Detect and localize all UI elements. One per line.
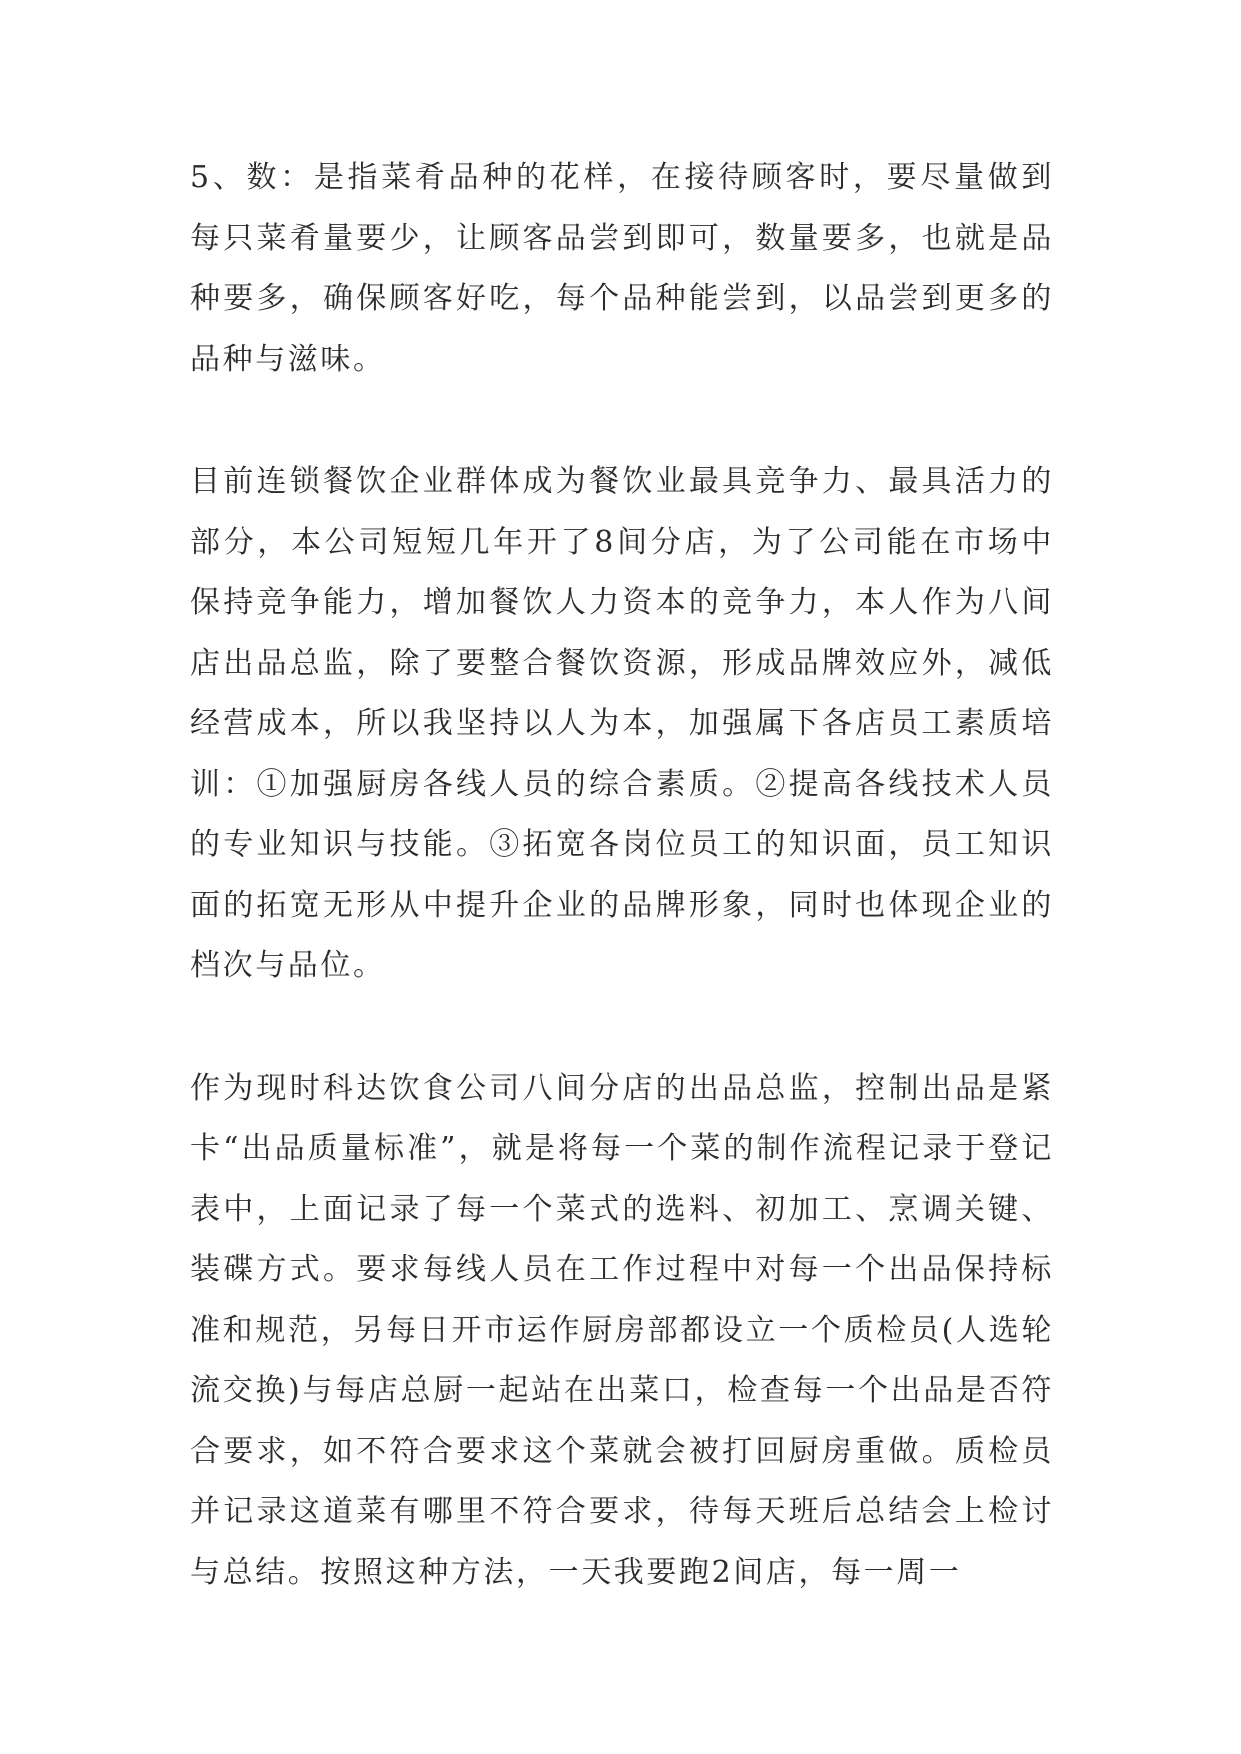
document-body <box>190 148 1054 1603</box>
paragraph-dish-variety: 5、数：是指菜肴品种的花样，在接待顾客时，要尽量做到每只菜肴量要少，让顾客品尝到即可，数量要多，也就是品种要多，确保顾客好吃，每个品种能尝到，以品尝到更多的品种与滋味。 <box>190 160 1054 377</box>
paragraph-quality-control: 作为现时科达饮食公司八间分店的出品总监，控制出品是紧卡“出品质量标准”，就是将每一个菜的制作流程记录于登记表中，上面记录了每一个菜式的选料、初加工、烹调关键、装碟方式。要求每线人员在工作过程中对每一个出品保持标准和规范，另每日开市运作厨房部都设立一个质检员(人选轮流交换)与每店总厨一起站在出菜口，检查每一个出品是否符合要求，如不符合要求这个菜就会被打回厨房重做。质检员并记录这道菜有哪里不符合要求，待每天班后总结会上检讨与总结。按照这种方法，一天我要跑2间店，每一周一 <box>190 1070 1054 1590</box>
paragraph-staff-training: 目前连锁餐饮企业群体成为餐饮业最具竞争力、最具活力的部分，本公司短短几年开了8间分店，为了公司能在市场中保持竞争能力，增加餐饮人力资本的竞争力，本人作为八间店出品总监，除了要整合餐饮资源，形成品牌效应外，减低经营成本，所以我坚持以人为本，加强属下各店员工素质培训：①加强厨房各线人员的综合素质。②提高各线技术人员的专业知识与技能。③拓宽各岗位员工的知识面，员工知识面的拓宽无形从中提升企业的品牌形象，同时也体现企业的档次与品位。 <box>190 464 1054 983</box>
